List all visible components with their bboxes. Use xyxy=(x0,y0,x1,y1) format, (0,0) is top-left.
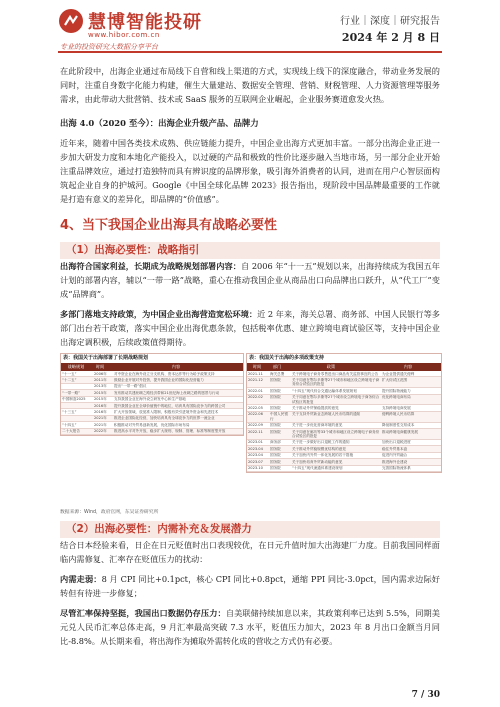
table-cell: 国务院 xyxy=(270,388,281,393)
subsection-bar: （1）出海必要性：战略指引 xyxy=(60,242,440,259)
table-cell: “十四五”现代综合交通运输体系发展规划 xyxy=(292,388,357,393)
table-cell: 鼓励企业开展对外投资，提升我国企业的国际化经营能力 xyxy=(114,377,204,382)
paragraph: 结合日本经验来看，日企在日元贬值时出口表现较优，在日元升值时加大出海建厂力度。目前我国同样面临内需修复、汇率存在贬值压力的扰动： xyxy=(60,540,440,564)
table-header xyxy=(61,363,243,371)
table-cell: 发布推动共建丝绸之路经济带和21世纪海上丝绸之路的愿景与行动 xyxy=(114,390,220,395)
paragraph-text: 自 2006 年“十一五”规划以来，出海持续成为我国五年计划的部署内容，辅以“一带一路”战略，重心在推动我国企业从商品出口向品牌出口跃升，从“代工厂”变成“品牌商”。 xyxy=(60,261,440,299)
table-cell: 2016年 xyxy=(94,409,107,414)
table-cell: 2022.09 xyxy=(248,423,263,428)
table-cell: 2022.06 xyxy=(248,412,263,417)
table-cell: 2022.05 xyxy=(248,405,263,410)
table-cell: 国务院 xyxy=(270,405,281,410)
table-cell: 关于同意在鄂尔多斯等27个城市设立跨境电子商务综合试验区的批复 xyxy=(292,395,380,404)
strategy-table xyxy=(60,353,244,436)
table-cell: 关于进一步优化营商环境的意见 xyxy=(292,423,343,428)
table-cell: 扩大综试区范围 xyxy=(382,377,408,382)
paragraph: 近年来，随着中国各类技术成熟、供应链能力提升，中国企业出海方式更加丰富。一部分出海企业正进一步加大研发力度和本地化产能投入，以过硬的产品和极致的性价比逐步融入当地市场，另一部分企业开始注重品牌效应，通过打造独特而具有辨识度的品牌形象，吸引海外消费者的认同，进而在用户心智层面构筑起企业自身的护城河。Google《中国全球化品牌 2023》报告指出，现阶段中国品牌最重要的工作就是打造有意义的差异化，即品牌的“价值感”。 xyxy=(60,138,440,204)
table-row xyxy=(247,377,441,388)
table-cell: 加快出口退税进度 xyxy=(382,440,411,445)
table-cell: 关于支持外贸新业态跨境人民币结算的通知 xyxy=(292,412,361,417)
table-row xyxy=(247,412,441,423)
table-cell: 提出“一带一路”倡议 xyxy=(114,384,147,389)
brand-name: 慧博智能投研 xyxy=(88,12,202,33)
logo-icon xyxy=(58,8,84,34)
table-cell: 2023.10 xyxy=(248,466,263,470)
report-category: 行业｜深度｜研究报告 xyxy=(340,16,440,27)
table-body xyxy=(247,371,441,472)
column-header: 时间 xyxy=(95,364,105,369)
table-cell: 关于同意在廊坊等33个城市和地区设立跨境电子商务综合试验区的批复 xyxy=(292,429,380,438)
page-number: 7 / 30 xyxy=(411,690,440,700)
paragraph-lead: 内需走弱： xyxy=(60,574,102,584)
table-cell: 2011年 xyxy=(94,377,107,382)
table-cell: 国务院 xyxy=(270,446,281,451)
table-cell: “一带一路” xyxy=(62,390,81,395)
column-header: 内容 xyxy=(171,364,181,369)
table-cell xyxy=(61,403,93,408)
table-cell: 提升我国企业在全球价值链中的地位，培育具有国际竞争力的跨国公司 xyxy=(114,403,226,408)
table-cell: 支持跨境电商发展 xyxy=(382,405,411,410)
table-cell: 便利跨境人民币结算 xyxy=(382,412,415,417)
paragraph-text: 近 2 年来，海关总署、商务部、中国人民银行等多部门出台若干政策，落实中国企业出海优惠条款，包括税率优惠、建立跨境电商试验区等，支持中国企业出海定调积极，后续政策值得期待。 xyxy=(60,309,440,347)
paragraph xyxy=(60,606,440,648)
table-cell: 二十大报告 xyxy=(62,429,80,434)
section-title: 4、当下我国企业出海具有战略必要性 xyxy=(60,218,278,233)
table-cell: 稳住外贸基本盘 xyxy=(382,446,408,451)
table-cell: 2015年 xyxy=(94,397,107,402)
page-content xyxy=(60,64,440,648)
column-header: 政策 xyxy=(326,364,336,369)
table-cell: “十四五” xyxy=(62,422,77,427)
table-cell: 国务院 xyxy=(270,466,281,470)
table-row xyxy=(247,395,441,406)
subsection-bar: （2）出海必要性：内需补充＆发展潜力 xyxy=(60,521,440,538)
table-cell: 2021年 xyxy=(94,422,107,427)
table-title: 表：我国关于出海的多项政策支持 xyxy=(249,355,325,361)
brand-url: www.hibor.com.cn xyxy=(88,31,160,39)
table-cell: 国务院 xyxy=(270,453,281,458)
table-cell: “十三五” xyxy=(62,409,77,414)
table-cell: 关于跨境电子商务零售进出口商品有关监管事宜的公告 xyxy=(292,371,379,376)
paragraph-text: 自美联储持续加息以来，其政策利率已达到 5.5%，同期美元兑人民币汇率总体走高，9 月汇率最高突破 7.3 水平，贬值压力加大，2023 年 8 月出口金额当月同比-8.8%。从长期来看，将出海作为摊取外需转化成的营收之方式仍有必要。 xyxy=(60,608,440,646)
paragraph xyxy=(60,259,440,301)
table-cell: 推动跨境电商健康发展 xyxy=(382,429,418,434)
paragraph: 在此阶段中，出海企业通过布局线下自营和线上渠道的方式，实现线上线下的深度融合，带动业务发展的同时，注重自身数字化能力构建，催生大量建站、数据安全管理、营销、财税管理、人力资源管理等服务需求，由此带动大批营销、技术或 SaaS 服务的互联网企业崛起，企业服务赛道愈发火热。 xyxy=(60,66,440,104)
paragraph xyxy=(60,307,440,349)
paragraph xyxy=(60,572,440,600)
table-cell: 2022年 xyxy=(94,429,107,434)
table-row xyxy=(247,466,441,472)
page-header xyxy=(0,0,500,62)
table-cell xyxy=(61,416,93,421)
table-cell: 2023.07 xyxy=(248,459,263,464)
table-cell: 优化跨境电商布局 xyxy=(382,395,411,400)
column-header: 战略规划 xyxy=(67,364,85,369)
table-cell: 国务院 xyxy=(270,395,281,400)
table-cell: 完善国际物流体系 xyxy=(382,466,411,470)
table-cell: 关于加快培育外贸新动能的意见 xyxy=(292,459,343,464)
table-cell: 2021年 xyxy=(94,416,107,421)
table-cell: 对中资企业在海外设立分支机构、资本运作等行为给予政策支持 xyxy=(114,371,215,376)
policy-tables xyxy=(60,353,440,515)
table-cell: 中国人民银行 xyxy=(270,412,288,421)
table-cell: 提升国际物流能力 xyxy=(382,388,411,393)
table-cell: 2023.01 xyxy=(248,440,263,445)
table-cell: 2021.11 xyxy=(248,371,263,376)
table-cell: 2022.11 xyxy=(248,429,263,434)
table-cell: 国务院 xyxy=(270,429,281,434)
paragraph-lead: 尽管汇率保持坚挺，我国出口数据仍存压力： xyxy=(60,608,226,618)
table-cell: 降低制度性交易成本 xyxy=(382,423,415,428)
table-header xyxy=(247,363,441,371)
table-cell: 2023.04 xyxy=(248,453,263,458)
table-cell: 2022.02 xyxy=(248,395,263,400)
table-cell: 2021.12 xyxy=(248,377,263,382)
table-cell: 积极推动对外贸易创新发展，优化国际市场布局 xyxy=(114,422,190,427)
column-header: 时间 xyxy=(252,364,262,369)
table-cell: 推进企业国际化经营，加快培育具有全球竞争力的世界一流企业 xyxy=(114,416,215,421)
table-row xyxy=(61,429,243,435)
brand-slogan: 专业的投资研究大数据分享平台 xyxy=(60,43,158,51)
table-body xyxy=(61,371,243,435)
paragraph-lead: 多部门落地支持政策，为中国企业出海营造宽松环境： xyxy=(60,309,258,319)
table-cell: 2016年 xyxy=(94,403,107,408)
table-cell: 海关总署 xyxy=(270,371,285,376)
table-cell: 国务院 xyxy=(270,377,281,382)
table-cell: 支持我国企业在海外设立研发中心和生产基地 xyxy=(114,397,186,402)
table-cell: 2023.04 xyxy=(248,446,263,451)
table-cell: 2013年 xyxy=(94,384,107,389)
table-cell: 国务院 xyxy=(270,459,281,464)
column-header: 部门 xyxy=(272,364,282,369)
table-cell: 促进内外贸融合 xyxy=(382,453,408,458)
paragraph-text: 8 月 CPI 同比+0.1pct，核心 CPI 同比+0.8pct，通缩 PPI 同比-3.0pct，国内需求边际好转但有待进一步修复； xyxy=(60,574,440,598)
table-cell: “十一五” xyxy=(62,371,77,376)
table-cell: “十二五” xyxy=(62,377,77,382)
table-cell: 2015年 xyxy=(94,390,107,395)
column-header: 内容 xyxy=(403,364,413,369)
table-cell: 推进海外仓建设 xyxy=(382,459,408,464)
table-cell: “十四五”现代流通体系建设规划 xyxy=(292,466,343,470)
table-source: 数据来源：Wind，政府官网，东吴证券研究所 xyxy=(60,510,159,515)
table-cell: 推进高水平对外开放，稳步扩大规则、规制、管理、标准等制度型开放 xyxy=(114,429,226,434)
table-cell: 关于加快内外贸一体化发展的若干措施 xyxy=(292,453,354,458)
paragraph-lead: 出海符合国家利益，长期成为战略规划部署内容： xyxy=(60,261,241,271)
table-cell: 关于推动外贸稳规模优结构的意见 xyxy=(292,446,346,451)
table-cell: 关于同意在鄂尔多斯等27个城市和地区设立跨境电子商务综合试验区的批复 xyxy=(292,377,380,387)
subheading: 出海 4.0（2020 至今）：出海企业升级产品、品牌力 xyxy=(60,118,259,128)
table-cell: 关于推动外贸保稳提质的意见 xyxy=(292,405,339,410)
table-cell: 2022.01 xyxy=(248,388,263,393)
table-cell xyxy=(61,384,93,389)
table-cell: 商务部 xyxy=(270,440,281,445)
table-row xyxy=(247,429,441,440)
table-cell: 为企业提供通关便利 xyxy=(382,371,415,376)
table-cell: 2006年 xyxy=(94,371,107,376)
header-divider xyxy=(58,51,442,53)
report-date: 2024 年 2 月 8 日 xyxy=(341,31,440,44)
table-cell: 中国制造2025 xyxy=(62,397,86,402)
table-cell: 扩大开放领域，放宽准入限制，积极有效引进境外资金和先进技术 xyxy=(114,409,219,414)
policy-table xyxy=(246,353,442,473)
table-cell: 关于进一步做好出口退税工作的通知 xyxy=(292,440,350,445)
table-cell: 国务院 xyxy=(270,423,281,428)
table-title: 表：我国关于出海部署了长期战略规划 xyxy=(63,355,149,361)
